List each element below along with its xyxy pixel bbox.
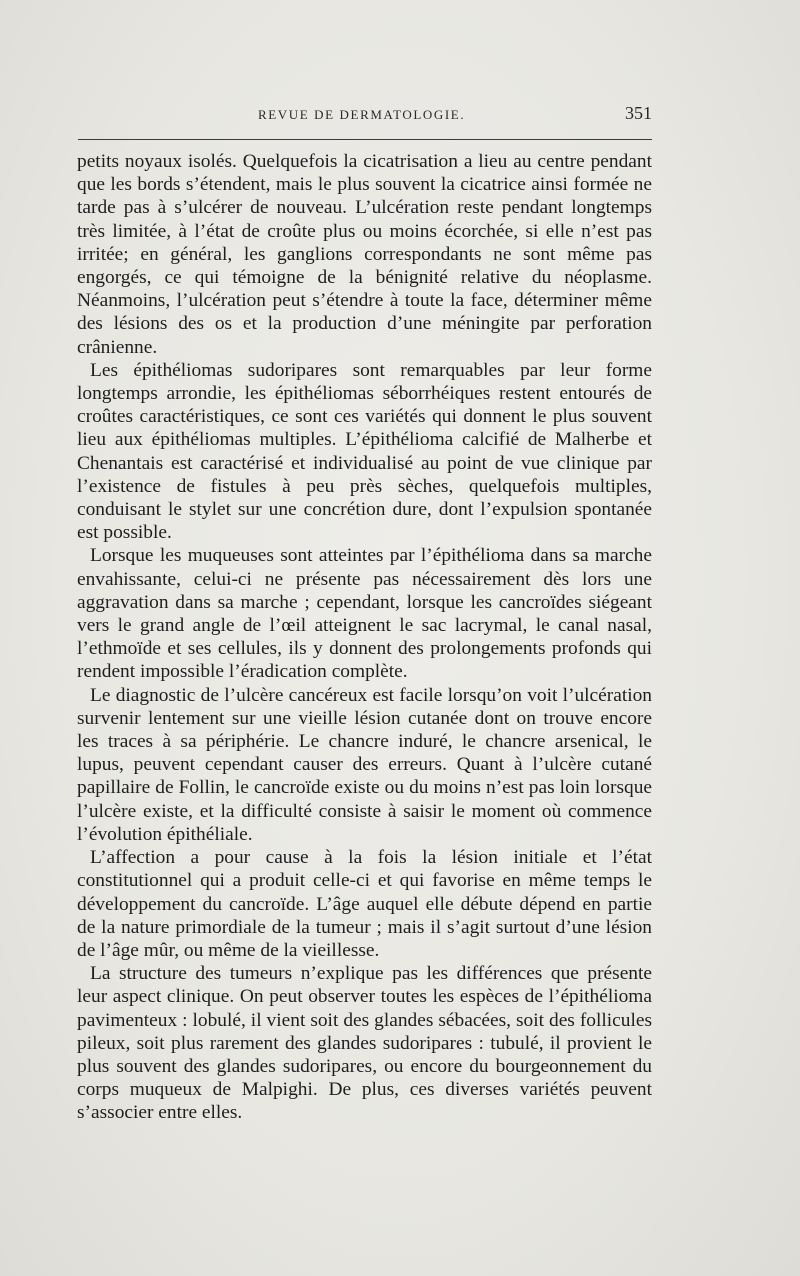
paragraph-structure: La structure des tumeurs n’explique pas les différences que présente leur aspect clinique. On peut observer toutes les espèces de l’épithélioma pavimenteux : lobulé, il vient soit des glandes sébacées, soit des follicules pileux, soit plus rarement des glandes sudoripares : tubulé, il provient le plus souvent des glandes sudoripares, ou encore du bourgeonnement du corps muqueux de Malpighi. De plus, ces diverses variétés peuvent s’associer entre elles. — [77, 963, 652, 1124]
paragraph-epitheliomas-sudoripares: Les épithéliomas sudoripares sont remarquables par leur forme longtemps arrondie, les épithéliomas séborrhéiques restent entourés de croûtes caractéristiques, ce sont ces variétés qui donnent le plus souvent lieu aux épithéliomas multiples. L’épithélioma calcifié de Malherbe et Chenantais est caractérisé et individualisé au point de vue clinique par l’existence de fistules à peu près sèches, quelquefois multiples, conduisant le stylet sur une concrétion dure, dont l’expulsion spontanée est possible. — [77, 359, 652, 544]
paragraph-diagnostic: Le diagnostic de l’ulcère cancéreux est facile lorsqu’on voit l’ulcération survenir lentement sur une vieille lésion cutanée dont on trouve encore les traces à sa périphérie. Le chancre induré, le chancre arsenical, le lupus, peuvent cependant causer des erreurs. Quant à l’ulcère cutané papillaire de Follin, le cancroïde existe ou du moins n’est pas loin lorsque l’ulcère existe, et la difficulté consiste à saisir le moment où commence l’évolution épithéliale. — [77, 684, 652, 845]
paragraph-muqueuses: Lorsque les muqueuses sont atteintes par l’épithélioma dans sa marche envahissante, celui-ci ne présente pas nécessairement dès lors une aggravation dans sa marche ; cependant, lorsque les cancroïdes siégeant vers le grand angle de l’œil atteignent le sac lacrymal, le canal nasal, l’ethmoïde et ses cellules, ils y donnent des prolongements profonds qui rendent impossible l’éradication complète. — [77, 545, 652, 683]
header-rule — [78, 139, 652, 140]
paragraph-continuation: petits noyaux isolés. Quelquefois la cicatrisation a lieu au centre pendant que les bords s’étendent, mais le plus souvent la cicatrice ainsi formée ne tarde pas à s’ulcérer de nouveau. L’ulcération reste pendant longtemps très limitée, à l’état de croûte plus ou moins écorchée, si elle n’est pas irritée; en général, les ganglions correspondants ne sont même pas engorgés, ce qui témoigne de la bénignité relative du néoplasme. Néanmoins, l’ulcération peut s’étendre à toute la face, déterminer même des lésions des os et la production d’une méningite par perforation crânienne. — [77, 151, 652, 358]
page-header — [78, 103, 652, 129]
running-head: REVUE DE DERMATOLOGIE. — [258, 107, 466, 122]
paragraph-cause: L’affection a pour cause à la fois la lésion initiale et l’état constitutionnel qui a produit celle-ci et qui favorise en même temps le développement du cancroïde. L’âge auquel elle débute dépend en partie de la nature primordiale de la tumeur ; mais il s’agit surtout d’une lésion de l’âge mûr, ou même de la vieillesse. — [77, 847, 652, 961]
page-number: 351 — [625, 103, 652, 123]
body-text — [77, 150, 652, 1125]
